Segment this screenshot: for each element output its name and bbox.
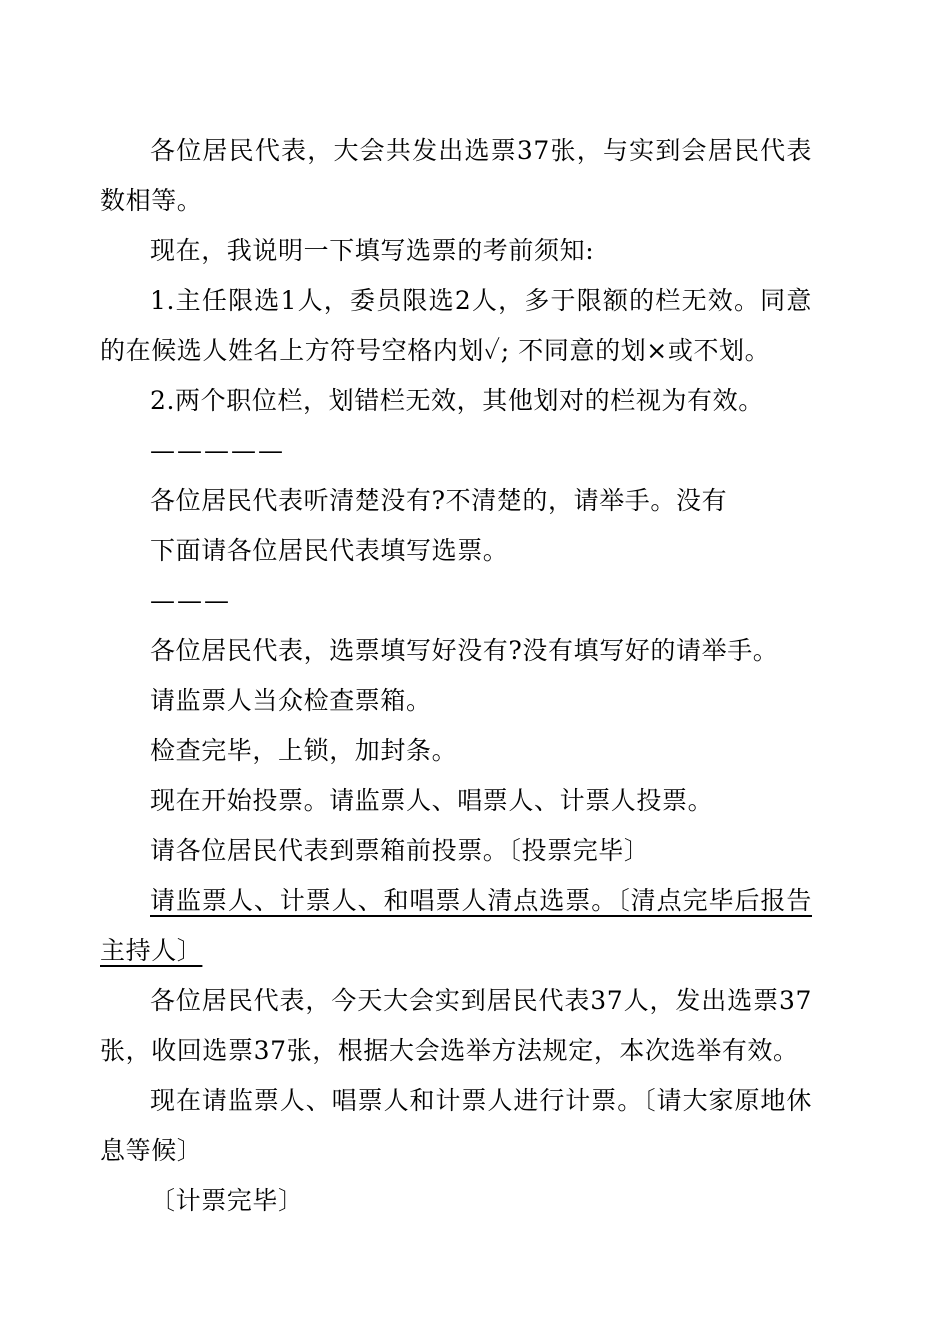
paragraph-election-valid: 各位居民代表，今天大会实到居民代表37人，发出选票37张，收回选票37张，根据大会选举方法规定，本次选举有效。: [100, 986, 812, 1065]
paragraph-instructions-intro: 现在，我说明一下填写选票的考前须知:: [150, 236, 595, 265]
paragraph-count-ballots: [100, 876, 812, 976]
underlined-text: 请监票人、计票人、和唱票人清点选票。〔清点完毕后报告主持人〕: [100, 886, 812, 965]
document-body: [100, 126, 812, 1226]
paragraph-rule-2: 2.两个职位栏，划错栏无效，其他划对的栏视为有效。: [150, 386, 764, 415]
dash-separator-short: ———: [150, 586, 231, 615]
paragraph-rule-1: 1.主任限选1人，委员限选2人，多于限额的栏无效。同意的在候选人姓名上方符号空格内划✓; 不同意的划×或不划。: [100, 286, 812, 365]
paragraph-tally-done: 〔计票完毕〕: [150, 1186, 304, 1215]
paragraph-tally-votes: 现在请监票人、唱票人和计票人进行计票。〔请大家原地休息等候〕: [100, 1086, 812, 1165]
paragraph-any-questions: 各位居民代表听清楚没有?不清楚的，请举手。没有: [150, 486, 728, 515]
paragraph-ballots-filled: 各位居民代表，选票填写好没有?没有填写好的请举手。: [150, 636, 779, 665]
paragraph-ballot-count: 各位居民代表，大会共发出选票37张，与实到会居民代表数相等。: [100, 136, 812, 215]
paragraph-delegates-vote: 请各位居民代表到票箱前投票。〔投票完毕〕: [150, 836, 650, 865]
paragraph-lock-seal: 检查完毕，上锁，加封条。: [150, 736, 458, 765]
paragraph-check-box: 请监票人当众检查票箱。: [150, 686, 432, 715]
paragraph-fill-ballots: 下面请各位居民代表填写选票。: [150, 536, 509, 565]
dash-separator-long: —————: [150, 436, 285, 465]
paragraph-start-voting: 现在开始投票。请监票人、唱票人、计票人投票。: [150, 786, 714, 815]
